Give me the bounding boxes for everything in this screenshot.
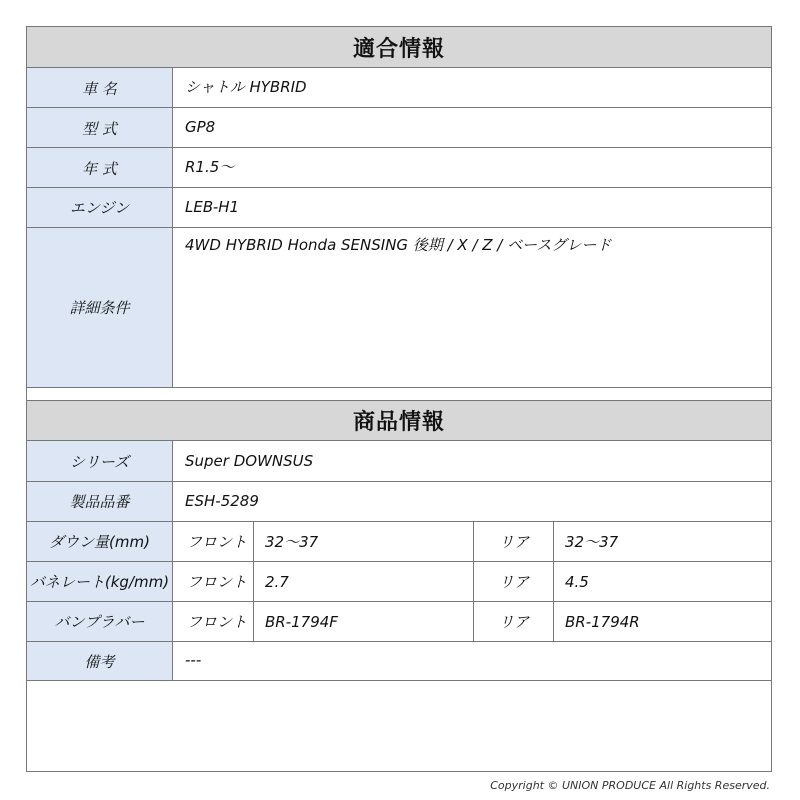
product-header: 商品情報 xyxy=(27,401,771,441)
model-code-label: 型 式 xyxy=(27,108,173,148)
series-value: Super DOWNSUS xyxy=(185,452,314,470)
bump-front-label: フロント xyxy=(187,613,248,631)
remarks-label: 備考 xyxy=(27,642,173,680)
spring-rear-value: 4.5 xyxy=(565,572,589,591)
row-divider xyxy=(27,680,771,681)
bump-rubber-label: バンプラバー xyxy=(27,602,173,641)
model-year-value: R1.5～ xyxy=(185,158,235,176)
bump-rear-label: リア xyxy=(499,613,530,631)
remarks-value: --- xyxy=(185,651,202,669)
section-divider xyxy=(27,387,771,388)
car-name-label: 車 名 xyxy=(27,68,173,108)
column-divider xyxy=(553,522,554,641)
bump-front-value: BR-1794F xyxy=(265,612,338,631)
engine-label: エンジン xyxy=(27,188,173,227)
spring-front-value: 2.7 xyxy=(265,572,289,591)
model-year-label: 年 式 xyxy=(27,148,173,188)
column-divider xyxy=(253,522,254,641)
details-value: 4WD HYBRID Honda SENSING 後期 / X / Z / ベースグレード xyxy=(185,236,612,254)
model-code-value: GP8 xyxy=(185,118,216,136)
copyright-notice: Copyright © UNION PRODUCE All Rights Reserved. xyxy=(490,779,770,792)
part-number-label: 製品品番 xyxy=(27,482,173,521)
spring-front-label: フロント xyxy=(187,573,248,591)
down-front-label: フロント xyxy=(187,533,248,551)
bump-rear-value: BR-1794R xyxy=(565,612,640,631)
details-label: 詳細条件 xyxy=(27,228,173,387)
down-amount-label: ダウン量(mm) xyxy=(27,522,173,561)
car-name-value: シャトル HYBRID xyxy=(185,78,307,96)
down-rear-value: 32～37 xyxy=(565,533,619,551)
spring-rear-label: リア xyxy=(499,573,530,591)
engine-value: LEB-H1 xyxy=(185,198,240,216)
column-divider xyxy=(473,522,474,641)
down-rear-label: リア xyxy=(499,533,530,551)
fitment-header: 適合情報 xyxy=(27,27,771,68)
spring-rate-label: バネレート(kg/mm) xyxy=(27,562,173,601)
down-front-value: 32～37 xyxy=(265,533,319,551)
series-label: シリーズ xyxy=(27,441,173,481)
part-number-value: ESH-5289 xyxy=(185,492,259,510)
spec-table xyxy=(26,26,772,772)
